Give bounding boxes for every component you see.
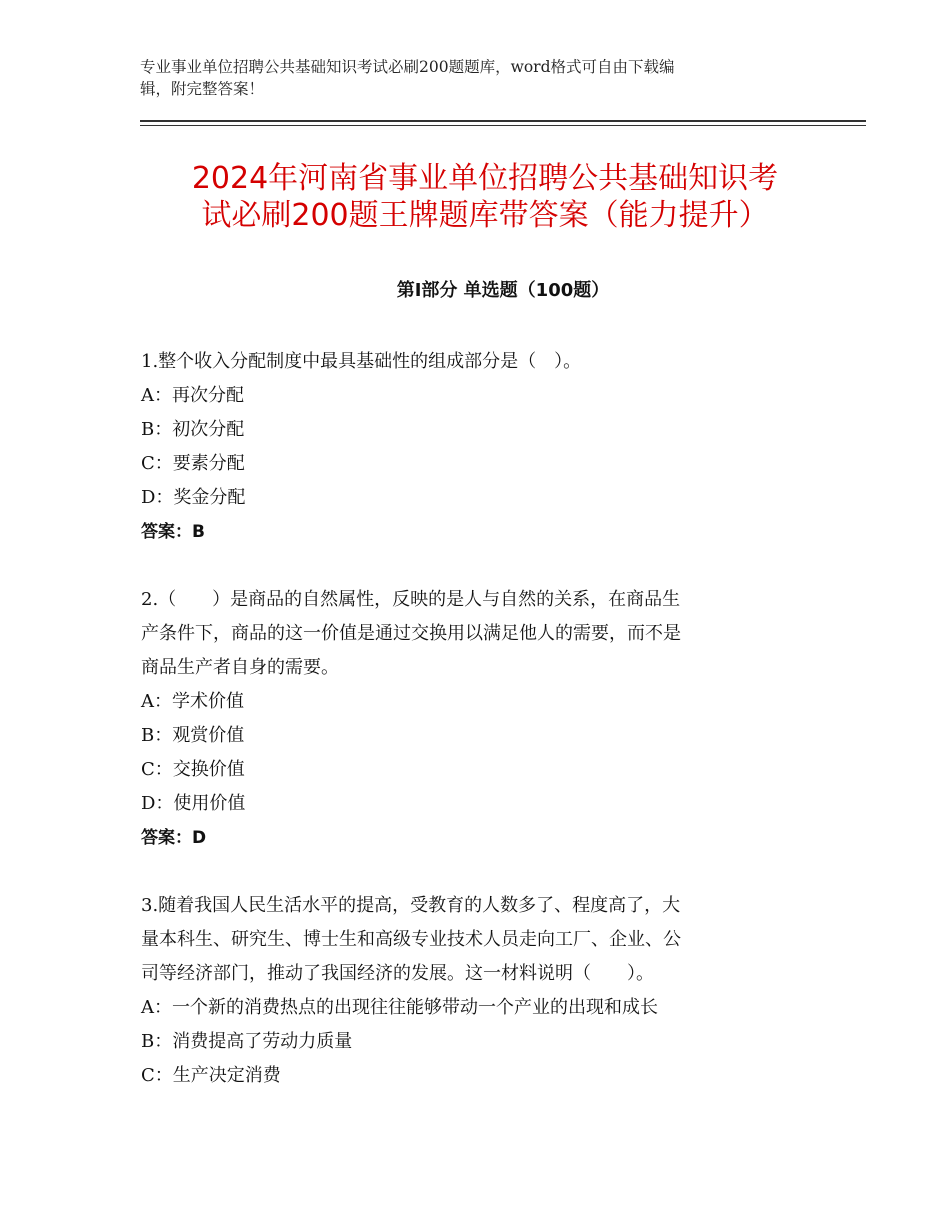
option-b: B：消费提高了劳动力质量 [141, 1031, 353, 1052]
option-d: D：使用价值 [141, 793, 246, 814]
question-stem: 商品生产者自身的需要。 [141, 657, 339, 678]
option-b: B：初次分配 [141, 419, 245, 440]
header-note-line: 辑，附完整答案！ [140, 80, 265, 98]
answer: 答案：B [141, 522, 205, 542]
question-1 [141, 345, 801, 549]
option-a: A：一个新的消费热点的出现往往能够带动一个产业的出现和成长 [141, 997, 658, 1018]
section-title: 第Ⅰ部分 单选题（100题） [396, 280, 610, 301]
question-2 [141, 583, 801, 855]
option-c: C：生产决定消费 [141, 1065, 281, 1086]
question-3 [141, 889, 801, 1093]
question-stem: 量本科生、研究生、博士生和高级专业技术人员走向工厂、企业、公 [141, 929, 681, 950]
answer: 答案：D [141, 828, 207, 848]
option-a: A：再次分配 [141, 385, 244, 406]
option-b: B：观赏价值 [141, 725, 245, 746]
question-stem: 产条件下，商品的这一价值是通过交换用以满足他人的需要，而不是 [141, 623, 681, 644]
question-list [141, 345, 801, 1127]
question-stem: 3.随着我国人民生活水平的提高，受教育的人数多了、程度高了，大 [141, 895, 681, 916]
question-stem: 司等经济部门，推动了我国经济的发展。这一材料说明（ ）。 [141, 963, 654, 984]
header-note-line: 专业事业单位招聘公共基础知识考试必刷200题题库，word格式可自由下载编 [140, 58, 675, 76]
header-divider-thick [140, 120, 866, 122]
header-divider-thin [140, 125, 866, 126]
header-note [140, 56, 800, 100]
option-d: D：奖金分配 [141, 487, 246, 508]
title-line: 试必刷200题王牌题库带答案（能力提升） [201, 198, 769, 233]
option-c: C：要素分配 [141, 453, 245, 474]
question-stem: 2.（ ）是商品的自然属性，反映的是人与自然的关系，在商品生 [141, 589, 681, 610]
question-stem: 1.整个收入分配制度中最具基础性的组成部分是（ ）。 [141, 351, 582, 372]
document-title [140, 160, 830, 234]
option-c: C：交换价值 [141, 759, 245, 780]
option-a: A：学术价值 [141, 691, 244, 712]
title-line: 2024年河南省事业单位招聘公共基础知识考 [191, 161, 779, 196]
